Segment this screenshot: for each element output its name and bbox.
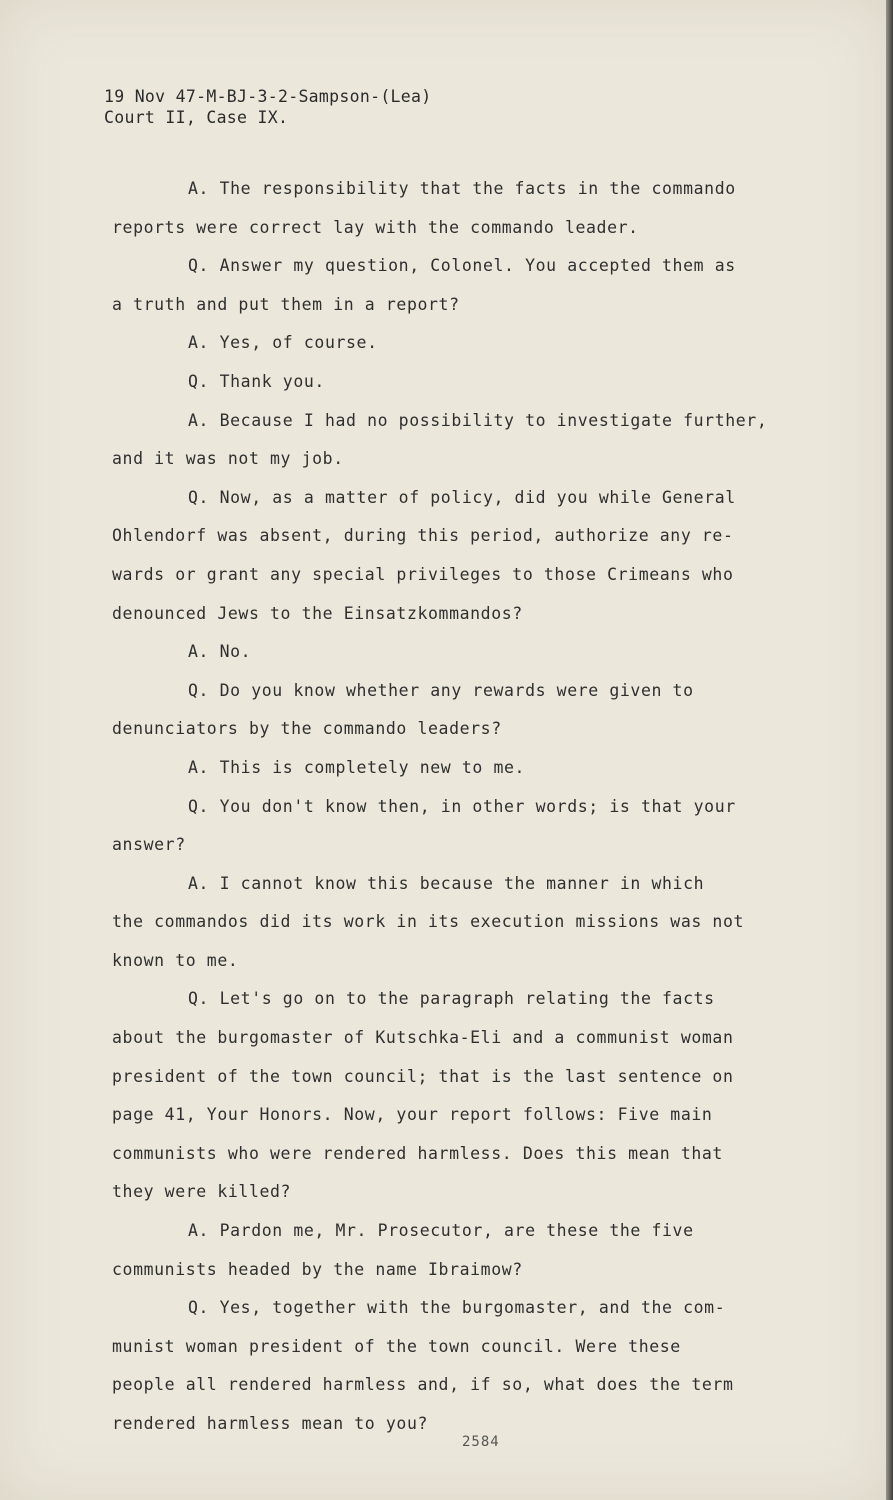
- transcript-line: denounced Jews to the Einsatzkommandos?: [112, 603, 523, 623]
- transcript-line: munist woman president of the town council. Were these: [112, 1336, 681, 1356]
- transcript-line: about the burgomaster of Kutschka-Eli and a communist woman: [112, 1028, 734, 1048]
- transcript-line: Q. Yes, together with the burgomaster, and the com-: [188, 1298, 726, 1318]
- transcript-line: Q. You don't know then, in other words; is that your: [188, 796, 736, 816]
- transcript-line: A. Yes, of course.: [188, 333, 378, 353]
- transcript-line: a truth and put them in a report?: [112, 294, 460, 314]
- transcript-line: A. I cannot know this because the manner in which: [188, 873, 705, 893]
- transcript-line: they were killed?: [112, 1182, 292, 1202]
- page-edge: [886, 0, 893, 1500]
- transcript-line: communists headed by the name Ibraimow?: [112, 1259, 523, 1279]
- transcript-line: A. Because I had no possibility to investigate further,: [188, 410, 768, 430]
- transcript-line: Q. Now, as a matter of policy, did you while General: [188, 487, 736, 507]
- transcript-line: Q. Do you know whether any rewards were given to: [188, 680, 694, 700]
- transcript-line: known to me.: [112, 950, 239, 970]
- transcript-line: A. Pardon me, Mr. Prosecutor, are these the five: [188, 1221, 694, 1241]
- transcript-line: Ohlendorf was absent, during this period, authorize any re-: [112, 526, 734, 546]
- transcript-line: Q. Let's go on to the paragraph relating the facts: [188, 989, 715, 1009]
- transcript-line: reports were correct lay with the commando leader.: [112, 217, 639, 237]
- page-number: 2584: [462, 1434, 500, 1450]
- transcript-line: Q. Thank you.: [188, 371, 325, 391]
- transcript-line: A. No.: [188, 642, 252, 662]
- transcript-line: A. The responsibility that the facts in the commando: [188, 179, 736, 198]
- header-court-line: Court II, Case IX.: [104, 108, 289, 127]
- transcript-line: the commandos did its work in its execution missions was not: [112, 912, 745, 932]
- transcript-body: [112, 170, 832, 1444]
- transcript-line: wards or grant any special privileges to those Crimeans who: [112, 564, 734, 584]
- document-header: [104, 86, 431, 128]
- transcript-line: page 41, Your Honors. Now, your report follows: Five main: [112, 1105, 713, 1125]
- transcript-line: Q. Answer my question, Colonel. You accepted them as: [188, 256, 736, 276]
- transcript-line: communists who were rendered harmless. Does this mean that: [112, 1143, 723, 1163]
- transcript-line: answer?: [112, 835, 186, 855]
- transcript-line: president of the town council; that is the last sentence on: [112, 1066, 734, 1086]
- transcript-line: and it was not my job.: [112, 449, 344, 469]
- transcript-line: rendered harmless mean to you?: [112, 1414, 429, 1433]
- header-reference-line: 19 Nov 47-M-BJ-3-2-Sampson-(Lea): [104, 87, 432, 106]
- transcript-line: people all rendered harmless and, if so, what does the term: [112, 1375, 734, 1395]
- transcript-line: A. This is completely new to me.: [188, 757, 526, 777]
- transcript-line: denunciators by the commando leaders?: [112, 719, 502, 739]
